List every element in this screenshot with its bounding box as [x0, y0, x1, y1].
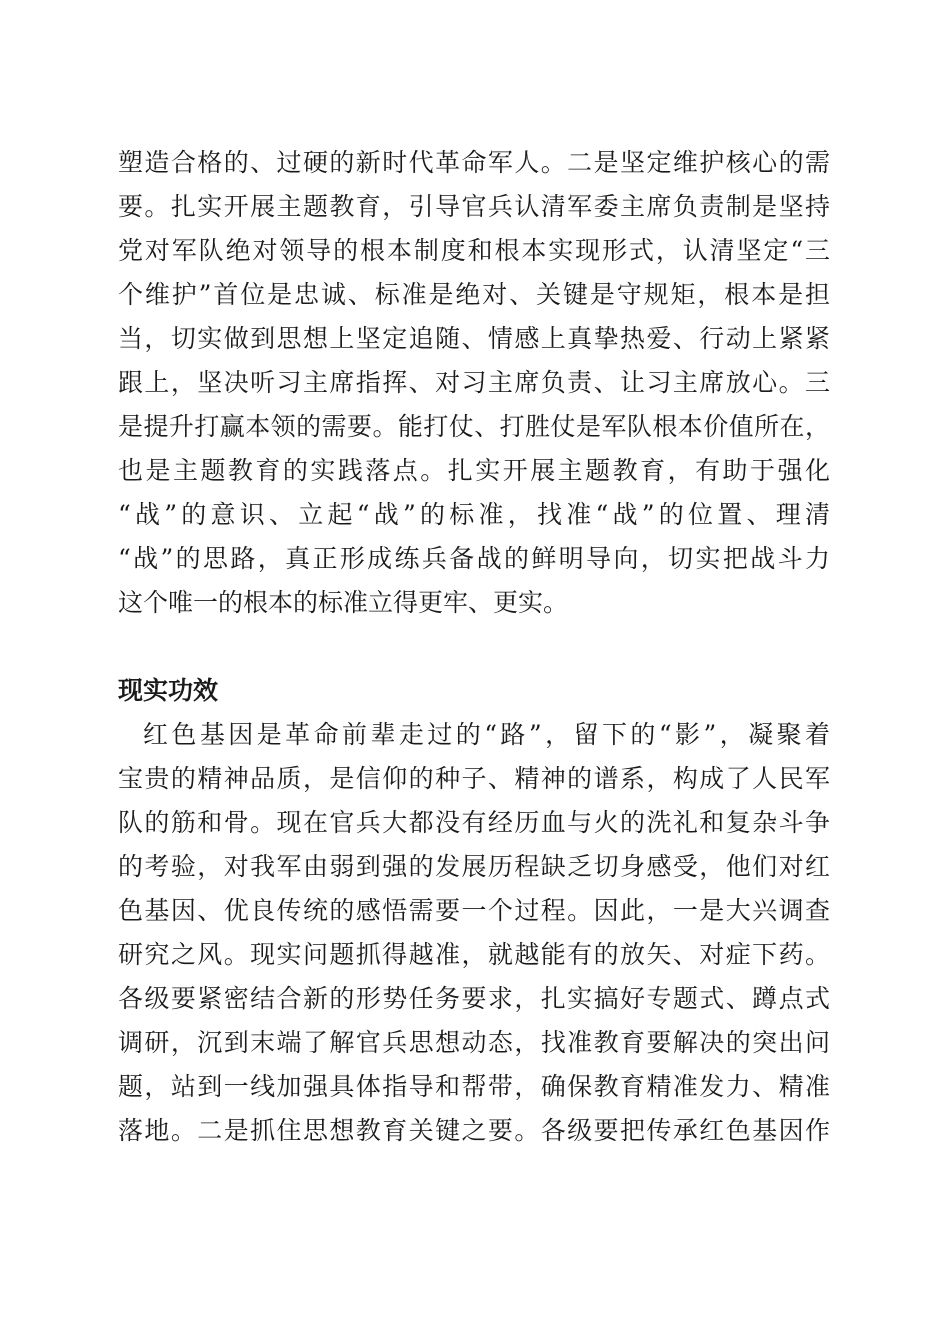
paragraph-2: [118, 713, 830, 1153]
heading-line: 现实功效: [118, 676, 219, 705]
text-line: 的考验，对我军由弱到强的发展历程缺乏切身感受，他们对红: [118, 852, 830, 881]
heading-line: [118, 625, 830, 669]
text-line: 要。扎实开展主题教育，引导官兵认清军委主席负责制是坚持: [118, 192, 830, 221]
text-line: 也是主题教育的实践落点。扎实开展主题教育，有助于强化: [118, 456, 830, 485]
text-line: 当，切实做到思想上坚定追随、情感上真挚热爱、行动上紧紧: [118, 324, 830, 353]
text-line: 跟上，坚决听习主席指挥、对习主席负责、让习主席放心。三: [118, 368, 830, 397]
text-line: 个维护”首位是忠诚、标准是绝对、关键是守规矩，根本是担: [118, 280, 830, 309]
text-line: “战”的意识、立起“战”的标准，找准“战”的位置、理清: [118, 500, 830, 529]
text-line: 各级要紧密结合新的形势任务要求，扎实搞好专题式、蹲点式: [118, 984, 830, 1013]
text-line: 塑造合格的、过硬的新时代革命军人。二是坚定维护核心的需: [118, 148, 830, 177]
text-line: 这个唯一的根本的标准立得更牢、更实。: [118, 588, 569, 617]
text-line: 题，站到一线加强具体指导和帮带，确保教育精准发力、精准: [118, 1072, 830, 1101]
text-line: 落地。二是抓住思想教育关键之要。各级要把传承红色基因作: [118, 1116, 830, 1145]
text-line: 党对军队绝对领导的根本制度和根本实现形式，认清坚定“三: [118, 236, 830, 265]
text-line: 宝贵的精神品质，是信仰的种子、精神的谱系，构成了人民军: [118, 764, 830, 793]
text-line: 色基因、优良传统的感悟需要一个过程。因此，一是大兴调查: [118, 896, 830, 925]
text-line: 研究之风。现实问题抓得越准，就越能有的放矢、对症下药。: [118, 940, 830, 969]
document-body: [118, 141, 830, 1153]
text-line: 调研，沉到末端了解官兵思想动态，找准教育要解决的突出问: [118, 1028, 830, 1057]
section-heading: [118, 625, 830, 713]
text-line: 是提升打赢本领的需要。能打仗、打胜仗是军队根本价值所在，: [118, 412, 830, 441]
text-line: “战”的思路，真正形成练兵备战的鲜明导向，切实把战斗力: [118, 544, 830, 573]
text-line: 队的筋和骨。现在官兵大都没有经历血与火的洗礼和复杂斗争: [118, 808, 830, 837]
paragraph-1: [118, 141, 830, 625]
text-line: 红色基因是革命前辈走过的“路”，留下的“影”，凝聚着: [143, 720, 830, 749]
